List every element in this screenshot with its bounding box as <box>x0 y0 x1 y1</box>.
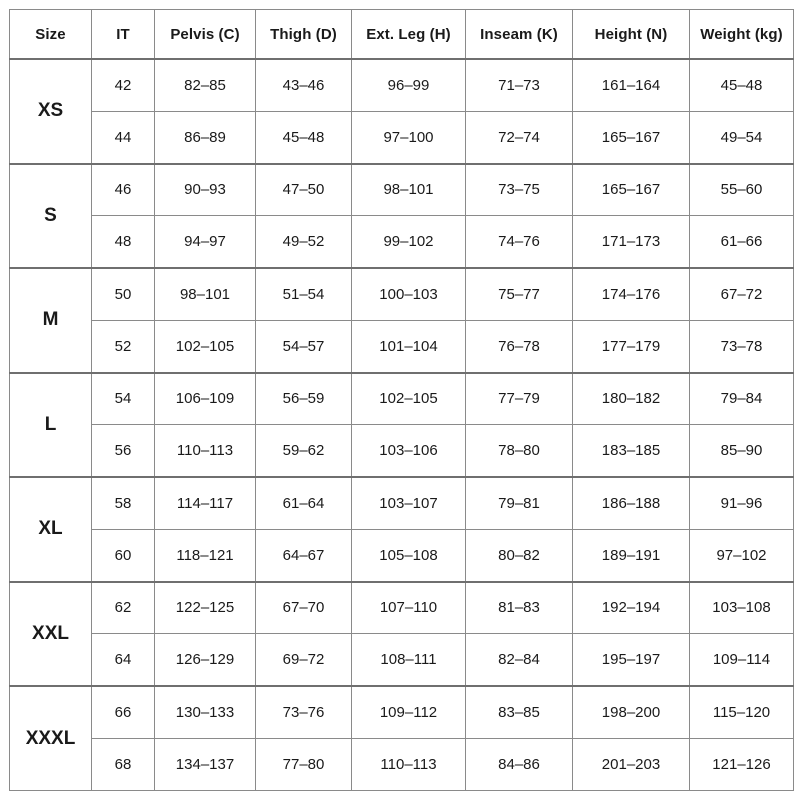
weight-cell: 91–96 <box>690 477 794 529</box>
weight-cell: 109–114 <box>690 634 794 686</box>
size-label-cell: XL <box>10 477 92 582</box>
header-ext-leg: Ext. Leg (H) <box>352 10 466 60</box>
size-label-cell: XXL <box>10 582 92 687</box>
table-row <box>10 738 794 790</box>
thigh-cell: 64–67 <box>256 529 352 581</box>
table-header <box>10 10 794 60</box>
inseam-cell: 77–79 <box>466 373 573 425</box>
table-row <box>10 425 794 477</box>
thigh-cell: 51–54 <box>256 268 352 320</box>
inseam-cell: 82–84 <box>466 634 573 686</box>
thigh-cell: 49–52 <box>256 216 352 268</box>
ext-leg-cell: 102–105 <box>352 373 466 425</box>
weight-cell: 115–120 <box>690 686 794 738</box>
inseam-cell: 73–75 <box>466 164 573 216</box>
height-cell: 201–203 <box>573 738 690 790</box>
table-row <box>10 634 794 686</box>
height-cell: 174–176 <box>573 268 690 320</box>
it-cell: 62 <box>92 582 155 634</box>
height-cell: 195–197 <box>573 634 690 686</box>
ext-leg-cell: 100–103 <box>352 268 466 320</box>
ext-leg-cell: 109–112 <box>352 686 466 738</box>
weight-cell: 49–54 <box>690 111 794 163</box>
ext-leg-cell: 103–107 <box>352 477 466 529</box>
pelvis-cell: 134–137 <box>155 738 256 790</box>
it-cell: 50 <box>92 268 155 320</box>
size-label-cell: S <box>10 164 92 269</box>
table-row <box>10 320 794 372</box>
height-cell: 192–194 <box>573 582 690 634</box>
thigh-cell: 59–62 <box>256 425 352 477</box>
pelvis-cell: 114–117 <box>155 477 256 529</box>
header-it: IT <box>92 10 155 60</box>
table-row <box>10 216 794 268</box>
it-cell: 44 <box>92 111 155 163</box>
header-weight: Weight (kg) <box>690 10 794 60</box>
ext-leg-cell: 97–100 <box>352 111 466 163</box>
pelvis-cell: 106–109 <box>155 373 256 425</box>
ext-leg-cell: 101–104 <box>352 320 466 372</box>
weight-cell: 73–78 <box>690 320 794 372</box>
height-cell: 177–179 <box>573 320 690 372</box>
weight-cell: 45–48 <box>690 59 794 111</box>
ext-leg-cell: 99–102 <box>352 216 466 268</box>
table-row <box>10 164 794 216</box>
header-size: Size <box>10 10 92 60</box>
height-cell: 189–191 <box>573 529 690 581</box>
weight-cell: 55–60 <box>690 164 794 216</box>
pelvis-cell: 130–133 <box>155 686 256 738</box>
thigh-cell: 43–46 <box>256 59 352 111</box>
inseam-cell: 75–77 <box>466 268 573 320</box>
height-cell: 186–188 <box>573 477 690 529</box>
thigh-cell: 47–50 <box>256 164 352 216</box>
height-cell: 165–167 <box>573 164 690 216</box>
it-cell: 42 <box>92 59 155 111</box>
ext-leg-cell: 98–101 <box>352 164 466 216</box>
thigh-cell: 56–59 <box>256 373 352 425</box>
weight-cell: 103–108 <box>690 582 794 634</box>
thigh-cell: 67–70 <box>256 582 352 634</box>
ext-leg-cell: 108–111 <box>352 634 466 686</box>
weight-cell: 97–102 <box>690 529 794 581</box>
inseam-cell: 78–80 <box>466 425 573 477</box>
it-cell: 54 <box>92 373 155 425</box>
height-cell: 198–200 <box>573 686 690 738</box>
header-pelvis: Pelvis (C) <box>155 10 256 60</box>
table-row <box>10 582 794 634</box>
inseam-cell: 84–86 <box>466 738 573 790</box>
it-cell: 68 <box>92 738 155 790</box>
weight-cell: 61–66 <box>690 216 794 268</box>
header-height: Height (N) <box>573 10 690 60</box>
pelvis-cell: 94–97 <box>155 216 256 268</box>
pelvis-cell: 126–129 <box>155 634 256 686</box>
inseam-cell: 71–73 <box>466 59 573 111</box>
inseam-cell: 74–76 <box>466 216 573 268</box>
header-inseam: Inseam (K) <box>466 10 573 60</box>
pelvis-cell: 82–85 <box>155 59 256 111</box>
it-cell: 46 <box>92 164 155 216</box>
header-thigh: Thigh (D) <box>256 10 352 60</box>
height-cell: 183–185 <box>573 425 690 477</box>
thigh-cell: 61–64 <box>256 477 352 529</box>
inseam-cell: 76–78 <box>466 320 573 372</box>
it-cell: 48 <box>92 216 155 268</box>
inseam-cell: 81–83 <box>466 582 573 634</box>
thigh-cell: 69–72 <box>256 634 352 686</box>
it-cell: 66 <box>92 686 155 738</box>
table-row <box>10 268 794 320</box>
pelvis-cell: 118–121 <box>155 529 256 581</box>
size-label-cell: XXXL <box>10 686 92 791</box>
weight-cell: 121–126 <box>690 738 794 790</box>
table-row <box>10 529 794 581</box>
table-row <box>10 686 794 738</box>
inseam-cell: 79–81 <box>466 477 573 529</box>
it-cell: 64 <box>92 634 155 686</box>
weight-cell: 79–84 <box>690 373 794 425</box>
height-cell: 180–182 <box>573 373 690 425</box>
ext-leg-cell: 96–99 <box>352 59 466 111</box>
table-row <box>10 59 794 111</box>
size-label-cell: M <box>10 268 92 373</box>
pelvis-cell: 90–93 <box>155 164 256 216</box>
ext-leg-cell: 103–106 <box>352 425 466 477</box>
height-cell: 165–167 <box>573 111 690 163</box>
ext-leg-cell: 107–110 <box>352 582 466 634</box>
pelvis-cell: 86–89 <box>155 111 256 163</box>
thigh-cell: 45–48 <box>256 111 352 163</box>
thigh-cell: 73–76 <box>256 686 352 738</box>
weight-cell: 67–72 <box>690 268 794 320</box>
size-label-cell: XS <box>10 59 92 164</box>
inseam-cell: 83–85 <box>466 686 573 738</box>
height-cell: 171–173 <box>573 216 690 268</box>
table-row <box>10 477 794 529</box>
it-cell: 52 <box>92 320 155 372</box>
weight-cell: 85–90 <box>690 425 794 477</box>
table-row <box>10 111 794 163</box>
header-row <box>10 10 794 60</box>
it-cell: 58 <box>92 477 155 529</box>
table-row <box>10 373 794 425</box>
pelvis-cell: 98–101 <box>155 268 256 320</box>
it-cell: 56 <box>92 425 155 477</box>
size-label-cell: L <box>10 373 92 478</box>
inseam-cell: 80–82 <box>466 529 573 581</box>
thigh-cell: 77–80 <box>256 738 352 790</box>
it-cell: 60 <box>92 529 155 581</box>
pelvis-cell: 102–105 <box>155 320 256 372</box>
ext-leg-cell: 105–108 <box>352 529 466 581</box>
size-chart-table <box>9 9 794 791</box>
inseam-cell: 72–74 <box>466 111 573 163</box>
height-cell: 161–164 <box>573 59 690 111</box>
thigh-cell: 54–57 <box>256 320 352 372</box>
pelvis-cell: 110–113 <box>155 425 256 477</box>
ext-leg-cell: 110–113 <box>352 738 466 790</box>
pelvis-cell: 122–125 <box>155 582 256 634</box>
table-body <box>10 59 794 791</box>
